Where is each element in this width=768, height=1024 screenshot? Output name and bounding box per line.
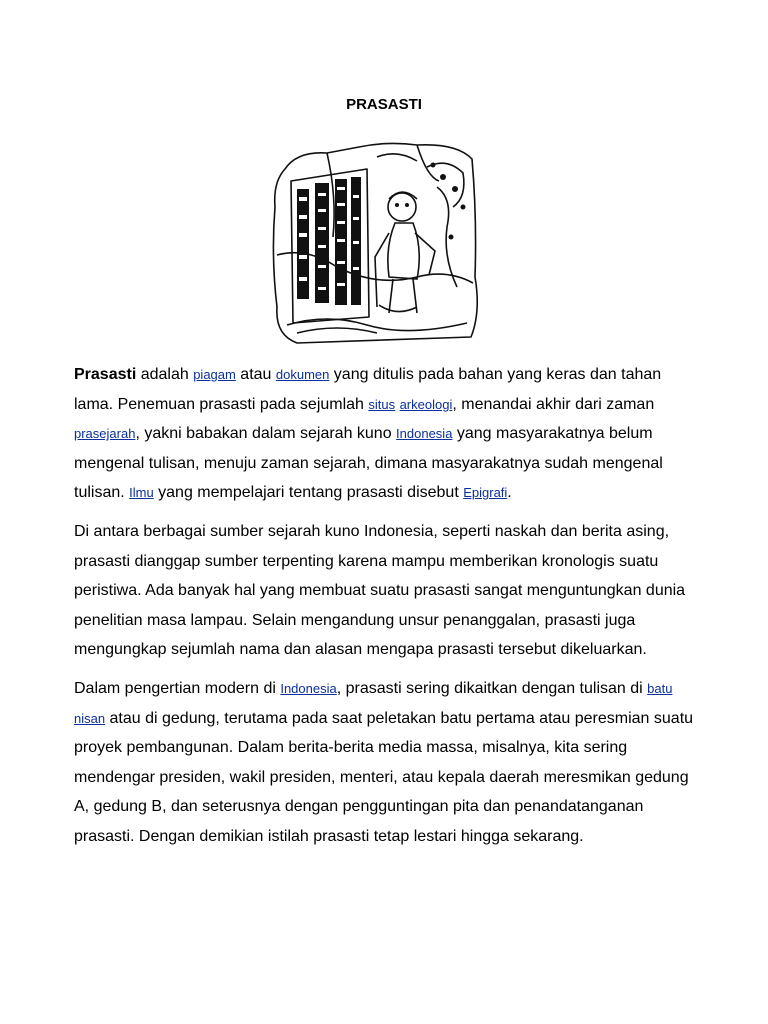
text-span: . — [507, 484, 512, 502]
paragraph-3 — [74, 674, 704, 852]
text-span: Dalam pengertian modern di — [74, 679, 281, 697]
article-body — [74, 360, 704, 861]
page-title: PRASASTI — [346, 96, 422, 113]
link-indonesia[interactable]: Indonesia — [396, 426, 453, 442]
link-ilmu[interactable]: Ilmu — [129, 485, 154, 501]
link-arkeologi[interactable]: arkeologi — [399, 396, 453, 412]
text-span: yang mempelajari tentang prasasti disebut — [153, 484, 464, 502]
link-batu-nisan[interactable]: batu nisan — [74, 680, 673, 726]
text-span: yang ditulis pada bahan yang keras dan tahan lama. Penemuan prasasti pada sejumlah — [74, 366, 662, 413]
text-span: adalah — [136, 366, 194, 383]
prasasti-stone-illustration — [267, 137, 482, 345]
link-situs[interactable]: situs — [368, 396, 396, 412]
text-span: , menandai akhir dari zaman — [452, 395, 655, 413]
paragraph-1 — [74, 360, 704, 508]
text-span: yang masyarakatnya belum mengenal tulisan, menuju zaman sejarah, dimana masyarakatnya sudah mengenal tulisan. — [74, 425, 663, 502]
link-dokumen[interactable]: dokumen — [275, 367, 330, 382]
text-span: atau di gedung, terutama pada saat peletakan batu pertama atau peresmian suatu proyek pembangunan. Dalam berita-berita media massa, misalnya, kita sering mendengar presiden, wakil presiden, menteri, atau kepala daerah meresmikan gedung A, gedung B, dan seterusnya dengan pengguntingan pita dan penandatanganan prasasti. Dengan demikian istilah prasasti tetap lestari hingga sekarang. — [74, 709, 694, 845]
text-span: , prasasti sering dikaitkan dengan tulisan di — [336, 679, 648, 697]
link-indonesia[interactable]: Indonesia — [280, 680, 337, 696]
paragraph-2: Di antara berbagai sumber sejarah kuno Indonesia, seperti naskah dan berita asing, prasasti dianggap sumber terpenting karena mampu memberikan kronologis suatu peristiwa. Ada banyak hal yang membuat suatu prasasti sangat menguntungkan dunia penelitian masa lampau. Selain mengandung unsur penanggalan, prasasti juga mengungkap sejumlah nama dan alasan mengapa prasasti tersebut dikeluarkan. — [74, 522, 686, 659]
text-span: , yakni babakan dalam sejarah kuno — [135, 425, 397, 443]
term-prasasti: Prasasti — [74, 366, 137, 383]
text-span: atau — [235, 366, 276, 383]
stone-drawing-icon — [267, 137, 482, 345]
link-prasejarah[interactable]: prasejarah — [74, 426, 136, 442]
link-piagam[interactable]: piagam — [193, 367, 236, 382]
link-epigrafi[interactable]: Epigrafi — [463, 485, 508, 501]
